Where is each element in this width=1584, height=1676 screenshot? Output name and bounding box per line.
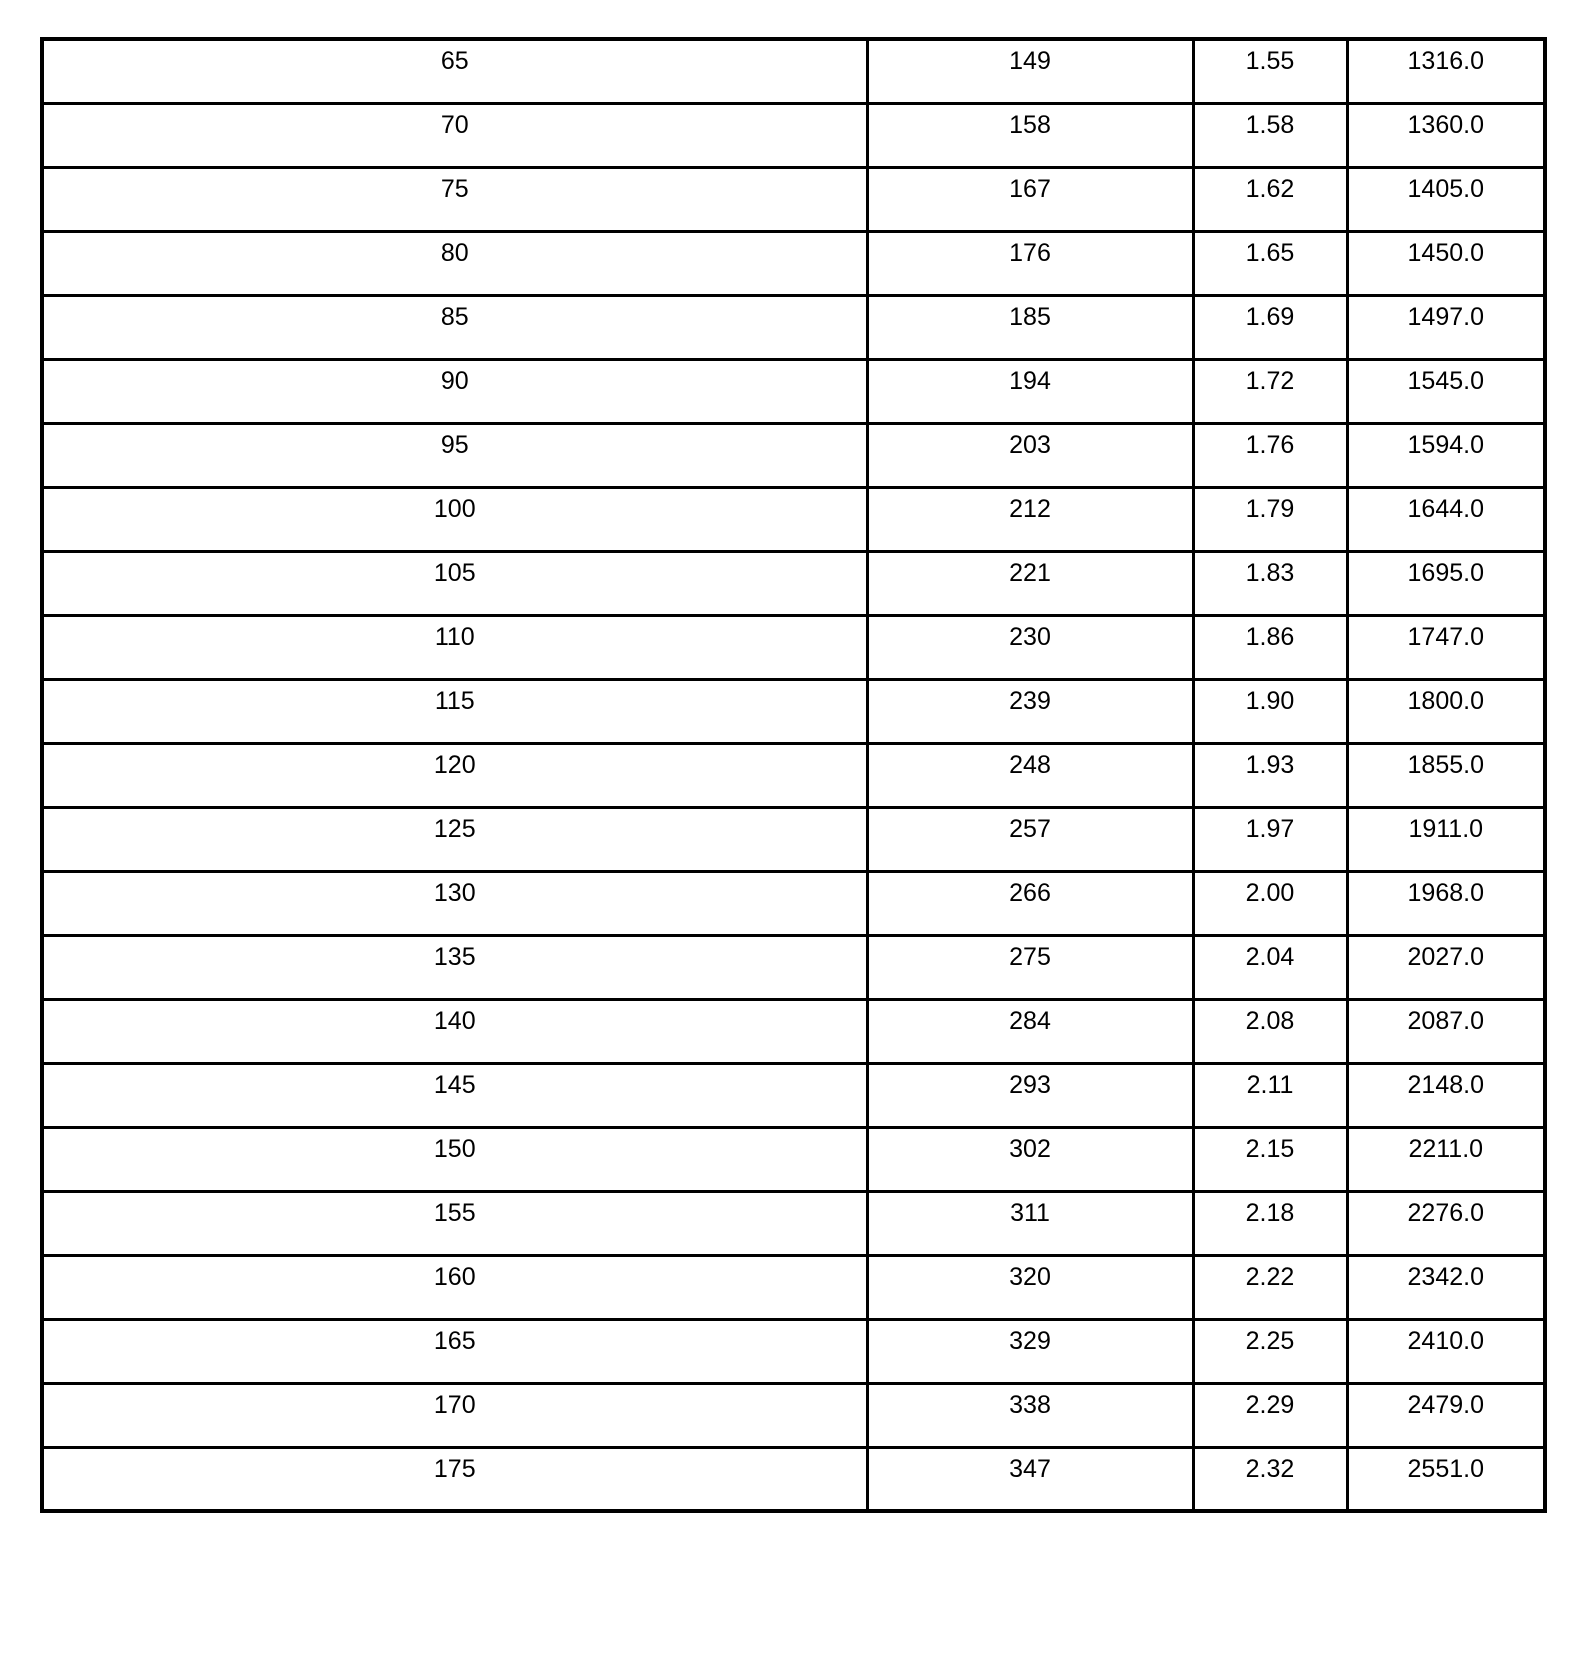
table-row — [42, 1447, 1545, 1511]
table-cell: 1.62 — [1193, 167, 1347, 231]
table-cell: 2.29 — [1193, 1383, 1347, 1447]
table-cell: 155 — [42, 1191, 867, 1255]
table-cell: 203 — [867, 423, 1193, 487]
table-cell: 95 — [42, 423, 867, 487]
table-cell: 2.15 — [1193, 1127, 1347, 1191]
table-cell: 2479.0 — [1347, 1383, 1545, 1447]
table-cell: 160 — [42, 1255, 867, 1319]
table-cell: 2087.0 — [1347, 999, 1545, 1063]
table-cell: 2.25 — [1193, 1319, 1347, 1383]
table-cell: 110 — [42, 615, 867, 679]
table-cell: 1405.0 — [1347, 167, 1545, 231]
table-row — [42, 551, 1545, 615]
table-cell: 105 — [42, 551, 867, 615]
table-cell: 2410.0 — [1347, 1319, 1545, 1383]
table-cell: 1360.0 — [1347, 103, 1545, 167]
table-row — [42, 807, 1545, 871]
table-row — [42, 1127, 1545, 1191]
table-cell: 90 — [42, 359, 867, 423]
table-row — [42, 935, 1545, 999]
table-cell: 100 — [42, 487, 867, 551]
table-cell: 120 — [42, 743, 867, 807]
table-row — [42, 39, 1545, 103]
table-row — [42, 999, 1545, 1063]
table-row — [42, 103, 1545, 167]
table-cell: 2211.0 — [1347, 1127, 1545, 1191]
table-row — [42, 1191, 1545, 1255]
table-cell: 185 — [867, 295, 1193, 359]
table-row — [42, 231, 1545, 295]
table-cell: 2.32 — [1193, 1447, 1347, 1511]
table-cell: 1644.0 — [1347, 487, 1545, 551]
data-table — [40, 37, 1547, 1513]
table-body — [42, 39, 1545, 1511]
table-cell: 140 — [42, 999, 867, 1063]
table-cell: 329 — [867, 1319, 1193, 1383]
table-cell: 248 — [867, 743, 1193, 807]
table-cell: 115 — [42, 679, 867, 743]
table-cell: 212 — [867, 487, 1193, 551]
table-cell: 194 — [867, 359, 1193, 423]
table-cell: 150 — [42, 1127, 867, 1191]
table-cell: 75 — [42, 167, 867, 231]
table-row — [42, 487, 1545, 551]
table-cell: 1594.0 — [1347, 423, 1545, 487]
table-cell: 1968.0 — [1347, 871, 1545, 935]
table-row — [42, 423, 1545, 487]
table-row — [42, 295, 1545, 359]
table-cell: 338 — [867, 1383, 1193, 1447]
table-cell: 1316.0 — [1347, 39, 1545, 103]
table-cell: 266 — [867, 871, 1193, 935]
table-cell: 221 — [867, 551, 1193, 615]
table-cell: 1695.0 — [1347, 551, 1545, 615]
table-cell: 257 — [867, 807, 1193, 871]
table-cell: 302 — [867, 1127, 1193, 1191]
table-row — [42, 359, 1545, 423]
table-cell: 1.76 — [1193, 423, 1347, 487]
table-cell: 1.69 — [1193, 295, 1347, 359]
table-cell: 2.04 — [1193, 935, 1347, 999]
table-cell: 2551.0 — [1347, 1447, 1545, 1511]
table-cell: 1.65 — [1193, 231, 1347, 295]
table-cell: 1800.0 — [1347, 679, 1545, 743]
table-cell: 1855.0 — [1347, 743, 1545, 807]
table-cell: 2.18 — [1193, 1191, 1347, 1255]
table-cell: 284 — [867, 999, 1193, 1063]
table-cell: 170 — [42, 1383, 867, 1447]
table-cell: 311 — [867, 1191, 1193, 1255]
table-cell: 167 — [867, 167, 1193, 231]
table-row — [42, 1063, 1545, 1127]
table-cell: 320 — [867, 1255, 1193, 1319]
table-cell: 1.79 — [1193, 487, 1347, 551]
table-cell: 2148.0 — [1347, 1063, 1545, 1127]
table-cell: 2.11 — [1193, 1063, 1347, 1127]
table-cell: 2.22 — [1193, 1255, 1347, 1319]
table-cell: 149 — [867, 39, 1193, 103]
table-cell: 1450.0 — [1347, 231, 1545, 295]
table-cell: 1545.0 — [1347, 359, 1545, 423]
table-cell: 293 — [867, 1063, 1193, 1127]
table-row — [42, 871, 1545, 935]
table-cell: 239 — [867, 679, 1193, 743]
table-cell: 85 — [42, 295, 867, 359]
table-row — [42, 167, 1545, 231]
table-cell: 1497.0 — [1347, 295, 1545, 359]
table-cell: 1911.0 — [1347, 807, 1545, 871]
table-row — [42, 743, 1545, 807]
table-row — [42, 1255, 1545, 1319]
table-cell: 165 — [42, 1319, 867, 1383]
table-cell: 1.90 — [1193, 679, 1347, 743]
table-cell: 2027.0 — [1347, 935, 1545, 999]
table-row — [42, 1319, 1545, 1383]
table-cell: 1.55 — [1193, 39, 1347, 103]
table-cell: 1.83 — [1193, 551, 1347, 615]
table-cell: 2276.0 — [1347, 1191, 1545, 1255]
table-cell: 230 — [867, 615, 1193, 679]
table-cell: 176 — [867, 231, 1193, 295]
table-row — [42, 679, 1545, 743]
table-cell: 65 — [42, 39, 867, 103]
table-cell: 1.97 — [1193, 807, 1347, 871]
table-cell: 130 — [42, 871, 867, 935]
table-cell: 145 — [42, 1063, 867, 1127]
table-cell: 158 — [867, 103, 1193, 167]
table-cell: 275 — [867, 935, 1193, 999]
table-cell: 2.08 — [1193, 999, 1347, 1063]
table-cell: 1.86 — [1193, 615, 1347, 679]
table-cell: 2.00 — [1193, 871, 1347, 935]
table-cell: 175 — [42, 1447, 867, 1511]
table-cell: 2342.0 — [1347, 1255, 1545, 1319]
table-cell: 80 — [42, 231, 867, 295]
table-cell: 1.93 — [1193, 743, 1347, 807]
table-cell: 125 — [42, 807, 867, 871]
table-row — [42, 1383, 1545, 1447]
table-cell: 1.72 — [1193, 359, 1347, 423]
table-cell: 70 — [42, 103, 867, 167]
table-cell: 135 — [42, 935, 867, 999]
table-cell: 347 — [867, 1447, 1193, 1511]
table-cell: 1747.0 — [1347, 615, 1545, 679]
table-row — [42, 615, 1545, 679]
table-cell: 1.58 — [1193, 103, 1347, 167]
